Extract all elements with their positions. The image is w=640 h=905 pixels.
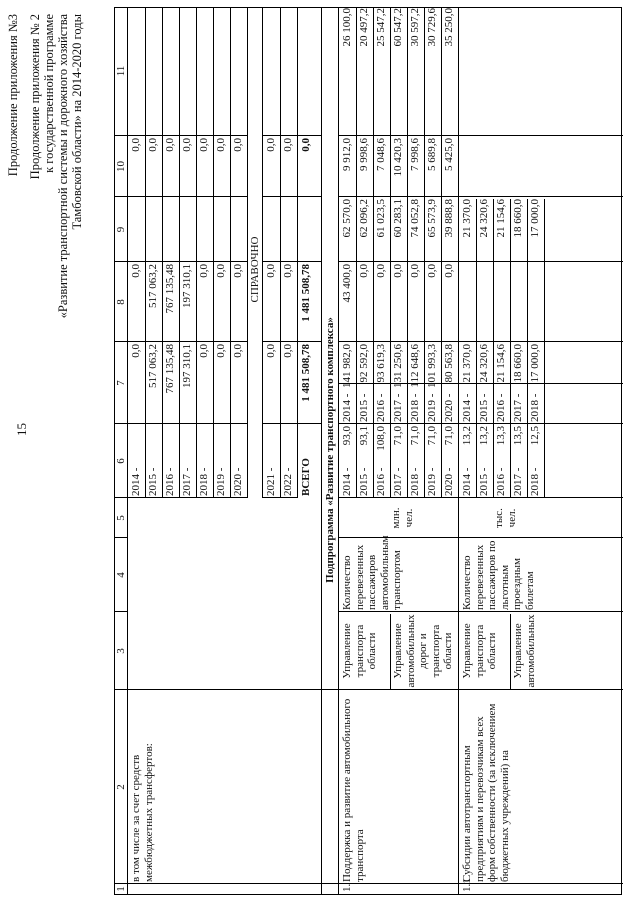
column-line <box>263 497 297 498</box>
funding-total: 24 320,6 <box>478 344 490 383</box>
funding-local: 7 048,6 <box>375 138 387 171</box>
item11-executor-1: Управление транспорта области <box>461 623 498 679</box>
spacer <box>375 500 387 536</box>
page-number: 15 <box>14 423 29 436</box>
transfer-year: 2019 - <box>215 467 227 496</box>
column-line <box>459 497 623 498</box>
item1-row-line <box>356 8 357 498</box>
subprogram-title: Подпрограмма «Развитие транспортного комплекса» <box>324 317 336 583</box>
funding-year: 2014 - <box>341 393 353 422</box>
transfer-year: 2017 - <box>181 467 193 496</box>
indicator-year: 2014 - <box>341 467 353 496</box>
funding-total: 80 563,8 <box>443 344 455 383</box>
item11-row-line <box>527 199 528 498</box>
funding-other: 30 597,2 <box>409 8 421 47</box>
column-line <box>339 341 459 342</box>
column-line <box>459 537 623 538</box>
item1-unit: млн. чел. <box>390 507 415 529</box>
column-line <box>459 135 623 136</box>
indicator-value: 71,0 <box>409 426 421 446</box>
funding-year: 2017 - <box>512 393 524 422</box>
indicator-value: 71,0 <box>426 426 438 446</box>
indicator-year: 2016 - <box>495 467 507 496</box>
indicator-value: 13,2 <box>461 426 473 446</box>
column-number-10: 10 <box>115 161 127 172</box>
transfers-label: в том числе за счет средств межбюджетных трансфертов: <box>130 743 155 882</box>
reference-year: 2022 - <box>282 467 294 496</box>
column-line <box>459 423 623 424</box>
indicator-year: 2017 - <box>512 467 524 496</box>
funding-regional: 17 000,0 <box>529 199 541 238</box>
transfer-local: 0,0 <box>181 138 193 152</box>
transfer-row-line <box>247 8 248 498</box>
total-federal: 1 481 508,78 <box>300 264 312 322</box>
indicator-year: 2016 - <box>375 467 387 496</box>
funding-total: 112 648,6 <box>409 344 421 388</box>
column-line <box>115 196 127 197</box>
indicator-value: 93,1 <box>358 426 370 446</box>
transfer-local: 0,0 <box>147 138 159 152</box>
indicator-value: 13,2 <box>478 426 490 446</box>
spacer <box>358 500 370 536</box>
transfer-total: 517 063,2 <box>147 344 159 388</box>
reference-total: 0,0 <box>265 344 277 358</box>
indicator-year: 2015 - <box>478 467 490 496</box>
column-line <box>115 341 127 342</box>
indicator-year: 2018 - <box>409 467 421 496</box>
indicator-year: 2020 - <box>443 467 455 496</box>
item1-indicator: Количество перевезенных пассажиров автомобильным транспортом <box>341 535 403 610</box>
header-line-1: Продолжение приложения №3 <box>6 14 20 177</box>
column-line <box>127 341 247 342</box>
column-line <box>127 196 247 197</box>
transfer-year: 2015 - <box>147 467 159 496</box>
funding-total: 92 592,0 <box>358 344 370 383</box>
column-line <box>459 341 623 342</box>
funding-total: 101 993,3 <box>426 344 438 388</box>
indicator-year: 2018 - <box>529 467 541 496</box>
column-number-2: 2 <box>115 784 127 790</box>
column-line <box>339 135 459 136</box>
column-line <box>115 135 127 136</box>
funding-total: 18 660,0 <box>512 344 524 383</box>
transfer-row-line <box>145 8 146 498</box>
column-line <box>459 611 623 612</box>
column-number-6: 6 <box>115 458 127 464</box>
transfer-row-line <box>179 8 180 498</box>
item11-row-line <box>544 199 545 498</box>
column-line <box>339 611 459 612</box>
funding-other: 60 547,2 <box>392 8 404 47</box>
column-line <box>127 261 247 262</box>
transfer-year: 2020 - <box>232 467 244 496</box>
transfer-federal: 767 135,48 <box>164 264 176 314</box>
item11-indicator: Количество перевезенных пассажиров по льготным проездным билетам <box>461 540 536 610</box>
total-local: 0,0 <box>300 138 312 152</box>
column-line <box>339 883 459 884</box>
indicator-year: 2017 - <box>392 467 404 496</box>
column-line <box>115 423 127 424</box>
transfer-federal: 0,0 <box>130 264 142 278</box>
column-number-1: 1 <box>115 886 127 892</box>
column-line <box>263 196 321 197</box>
reference-federal: 0,0 <box>282 264 294 278</box>
column-line <box>127 135 247 136</box>
transfer-federal: 0,0 <box>215 264 227 278</box>
transfer-total: 0,0 <box>198 344 210 358</box>
item1-row-line <box>407 8 408 498</box>
indicator-value: 71,0 <box>392 426 404 446</box>
reference-row-line <box>280 8 281 498</box>
column-line <box>339 537 459 538</box>
funding-regional: 24 320,6 <box>478 199 490 238</box>
column-line <box>339 261 459 262</box>
funding-federal: 0,0 <box>392 264 404 278</box>
column-number-3: 3 <box>115 648 127 654</box>
funding-regional: 62 096,2 <box>358 199 370 238</box>
indicator-value: 13,3 <box>495 426 507 446</box>
item11-number: 1.1 <box>461 878 473 892</box>
column-line <box>263 135 321 136</box>
column-line <box>339 423 459 424</box>
funding-regional: 61 023,5 <box>375 199 387 238</box>
indicator-year: 2015 - <box>358 467 370 496</box>
spacer <box>443 500 455 536</box>
reference-year: 2021 - <box>265 467 277 496</box>
column-line <box>459 689 623 690</box>
indicator-value: 13,5 <box>512 426 524 446</box>
transfer-local: 0,0 <box>232 138 244 152</box>
column-line <box>459 383 623 384</box>
funding-year: 2016 - <box>495 393 507 422</box>
funding-total: 131 250,6 <box>392 344 404 388</box>
reference-title: СПРАВОЧНО <box>249 236 261 303</box>
indicator-value: 71,0 <box>443 426 455 446</box>
funding-other: 25 547,2 <box>375 8 387 47</box>
item1-row-line <box>424 8 425 498</box>
header-line-3: к государственной программе <box>42 14 56 173</box>
funding-regional: 21 370,0 <box>461 199 473 238</box>
transfer-year: 2014 - <box>130 467 142 496</box>
spacer <box>392 500 404 536</box>
funding-other: 35 250,0 <box>443 8 455 47</box>
funding-federal: 0,0 <box>443 264 455 278</box>
column-line <box>115 261 127 262</box>
funding-year: 2018 - <box>409 393 421 422</box>
column-line <box>127 497 247 498</box>
reference-total: 0,0 <box>282 344 294 358</box>
total-label: ВСЕГО <box>300 458 312 496</box>
item1-number: 1. <box>341 883 353 892</box>
column-line <box>115 689 127 690</box>
item1-name: Поддержка и развитие автомобильного транспорта <box>341 698 366 882</box>
header-bottom-line <box>127 8 128 894</box>
transfer-total: 0,0 <box>232 344 244 358</box>
reference-title-line <box>262 8 263 498</box>
executor-split <box>510 614 511 690</box>
item11-name: Субсидии автотранспортным предприятиям и перевозчикам всех форм собственности (за исключением бюджетных учреждений) на <box>461 703 511 882</box>
funding-year: 2018 - <box>529 393 541 422</box>
funding-other: 20 497,2 <box>358 8 370 47</box>
funding-local: 7 998,6 <box>409 138 421 171</box>
item11-row-line <box>493 199 494 498</box>
funding-year: 2015 - <box>478 393 490 422</box>
funding-year: 2014 - <box>461 393 473 422</box>
transfer-local: 0,0 <box>164 138 176 152</box>
funding-federal: 0,0 <box>426 264 438 278</box>
spacer <box>426 500 438 536</box>
indicator-year: 2019 - <box>426 467 438 496</box>
funding-federal: 0,0 <box>409 264 421 278</box>
reference-row-line <box>297 8 298 498</box>
funding-year: 2015 - <box>358 393 370 422</box>
total-bottom-line <box>321 8 322 894</box>
funding-year: 2016 - <box>375 393 387 422</box>
funding-federal: 0,0 <box>375 264 387 278</box>
item11-row-line <box>510 199 511 498</box>
column-line <box>339 497 459 498</box>
program-table <box>114 7 622 895</box>
column-line <box>263 423 321 424</box>
funding-regional: 65 573,9 <box>426 199 438 238</box>
item11-row-line <box>476 199 477 498</box>
transfer-row-line <box>230 8 231 498</box>
column-line <box>115 883 127 884</box>
funding-federal: 0,0 <box>358 264 370 278</box>
funding-local: 5 689,8 <box>426 138 438 171</box>
funding-regional: 62 570,0 <box>341 199 353 238</box>
transfer-row-line <box>196 8 197 498</box>
column-line <box>263 261 321 262</box>
funding-local: 9 998,6 <box>358 138 370 171</box>
funding-year: 2020 - <box>443 393 455 422</box>
funding-other: 26 100,0 <box>341 8 353 47</box>
total-sum: 1 481 508,78 <box>300 344 312 402</box>
item11-executor-2: Управление автомобильных <box>512 614 537 688</box>
column-line <box>127 423 247 424</box>
column-line <box>115 497 127 498</box>
funding-regional: 74 052,8 <box>409 199 421 238</box>
funding-total: 21 154,6 <box>495 344 507 383</box>
funding-total: 17 000,0 <box>529 344 541 383</box>
header-line-2: Продолжение приложения № 2 <box>28 14 42 180</box>
transfer-federal: 0,0 <box>232 264 244 278</box>
header-line-5: Тамбовской области» на 2014-2020 годы <box>70 14 84 230</box>
funding-other: 30 729,6 <box>426 8 438 47</box>
funding-regional: 21 154,6 <box>495 199 507 238</box>
column-number-11: 11 <box>115 65 127 77</box>
column-line <box>339 383 459 384</box>
transfer-federal: 0,0 <box>198 264 210 278</box>
indicator-value: 93,0 <box>341 426 353 446</box>
funding-regional: 60 283,1 <box>392 199 404 238</box>
column-line <box>115 537 127 538</box>
column-line <box>339 689 459 690</box>
transfer-row-line <box>162 8 163 498</box>
transfer-federal: 197 310,1 <box>181 264 193 308</box>
item1-executor-1: Управление транспорта области <box>341 623 378 679</box>
spacer <box>409 500 421 536</box>
transfer-local: 0,0 <box>130 138 142 152</box>
column-number-9: 9 <box>115 226 127 233</box>
item11-unit: тыс. чел. <box>493 508 518 528</box>
executor-split <box>390 614 391 690</box>
funding-regional: 39 888,8 <box>443 199 455 238</box>
column-line <box>339 196 459 197</box>
transfer-row-line <box>213 8 214 498</box>
transfer-year: 2018 - <box>198 467 210 496</box>
transfer-local: 0,0 <box>198 138 210 152</box>
column-number-5: 5 <box>115 515 127 521</box>
reference-local: 0,0 <box>265 138 277 152</box>
funding-total: 93 619,3 <box>375 344 387 383</box>
spacer <box>341 500 353 536</box>
transfer-total: 197 310,1 <box>181 344 193 388</box>
item1-row-line <box>390 8 391 498</box>
funding-local: 9 912,0 <box>341 138 353 171</box>
funding-total: 141 982,0 <box>341 344 353 388</box>
transfer-federal: 517 063,2 <box>147 264 159 308</box>
funding-regional: 18 660,0 <box>512 199 524 238</box>
column-line <box>115 611 127 612</box>
header-line-4: «Развитие транспортной системы и дорожного хозяйства <box>56 14 70 319</box>
column-number-7: 7 <box>115 380 127 386</box>
transfer-year: 2016 - <box>164 467 176 496</box>
column-line <box>263 341 321 342</box>
indicator-value: 108,0 <box>375 426 387 451</box>
transfer-total: 0,0 <box>215 344 227 358</box>
funding-local: 10 420,3 <box>392 138 404 177</box>
item1-bottom-line <box>458 8 459 894</box>
item1-row-line <box>441 8 442 498</box>
indicator-value: 12,5 <box>529 426 541 446</box>
column-number-4: 4 <box>115 572 127 578</box>
funding-local: 5 425,0 <box>443 138 455 171</box>
column-line <box>459 883 623 884</box>
reference-local: 0,0 <box>282 138 294 152</box>
item1-executor-2: Управление автомобильных дорог и транспорта области <box>392 614 454 688</box>
column-number-8: 8 <box>115 299 127 305</box>
funding-federal: 43 400,0 <box>341 264 353 303</box>
transfer-total: 0,0 <box>130 344 142 358</box>
column-line <box>459 196 623 197</box>
reference-federal: 0,0 <box>265 264 277 278</box>
funding-total: 21 370,0 <box>461 344 473 383</box>
item1-row-line <box>373 8 374 498</box>
column-line <box>459 261 623 262</box>
funding-year: 2019 - <box>426 393 438 422</box>
indicator-year: 2014 - <box>461 467 473 496</box>
funding-year: 2017 - <box>392 393 404 422</box>
transfer-total: 767 135,48 <box>164 344 176 394</box>
transfer-local: 0,0 <box>215 138 227 152</box>
subprogram-line <box>338 8 339 894</box>
